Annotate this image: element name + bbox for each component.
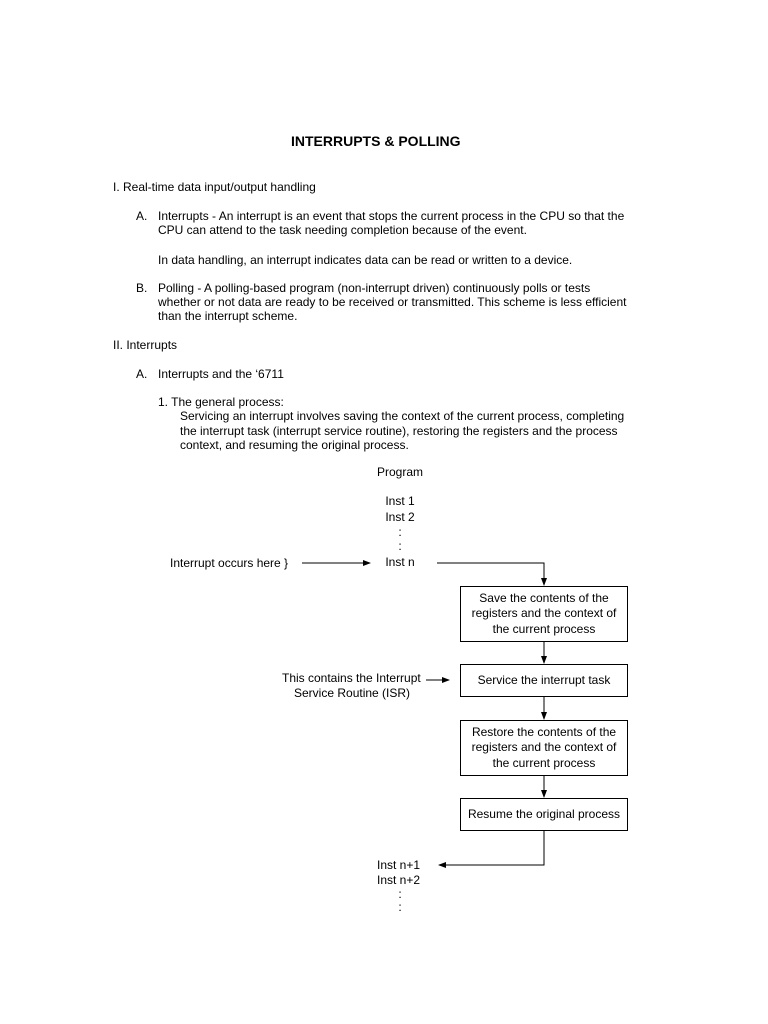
save-context-box: Save the contents of the registers and the context of the current process bbox=[460, 586, 628, 642]
isr-label-line-1: This contains the Interrupt bbox=[282, 671, 421, 685]
inst-n-plus-2: Inst n+2 bbox=[377, 873, 421, 887]
ellipsis-dot: : bbox=[398, 887, 402, 901]
inst-2: Inst 2 bbox=[385, 510, 415, 524]
resume-to-inst-n1-arrow bbox=[439, 831, 544, 865]
ellipsis-dot: : bbox=[398, 539, 402, 553]
section-1-a-label: A. bbox=[136, 209, 148, 223]
general-process-heading: 1. The general process: bbox=[158, 395, 284, 409]
polling-definition-line-1: Polling - A polling-based program (non-interrupt driven) continuously polls or tests bbox=[158, 281, 591, 295]
page-title: INTERRUPTS & POLLING bbox=[291, 133, 461, 149]
data-handling-note: In data handling, an interrupt indicates data can be read or written to a device. bbox=[158, 253, 573, 267]
inst-n-plus-1: Inst n+1 bbox=[377, 858, 421, 872]
general-process-line-2: the interrupt task (interrupt service routine), restoring the registers and the process bbox=[180, 424, 618, 438]
resume-process-box: Resume the original process bbox=[460, 798, 628, 831]
program-label: Program bbox=[376, 465, 423, 479]
inst-n-to-save-arrow bbox=[437, 563, 544, 585]
section-2-a-label: A. bbox=[136, 367, 148, 381]
restore-context-box: Restore the contents of the registers and the context of the current process bbox=[460, 720, 628, 776]
interrupts-definition-line-2: CPU can attend to the task needing completion because of the event. bbox=[158, 223, 527, 237]
polling-definition-line-3: than the interrupt scheme. bbox=[158, 309, 298, 323]
section-2-heading: II. Interrupts bbox=[113, 338, 178, 352]
ellipsis-dot: : bbox=[398, 900, 402, 914]
interrupts-definition-line-1: Interrupts - An interrupt is an event that stops the current process in the CPU so that the bbox=[158, 209, 625, 223]
polling-definition-line-2: whether or not data are ready to be received or transmitted. This scheme is less efficient bbox=[158, 295, 627, 309]
general-process-line-1: Servicing an interrupt involves saving the context of the current process, completing bbox=[180, 409, 625, 423]
section-1-heading: I. Real-time data input/output handling bbox=[113, 180, 316, 194]
service-interrupt-box: Service the interrupt task bbox=[460, 664, 628, 697]
section-2-a-text: Interrupts and the ‘6711 bbox=[158, 367, 284, 381]
general-process-line-3: context, and resuming the original process. bbox=[180, 438, 409, 452]
inst-1: Inst 1 bbox=[385, 494, 415, 508]
section-1-b-label: B. bbox=[136, 281, 148, 295]
interrupt-occurs-label: Interrupt occurs here } bbox=[170, 556, 289, 570]
inst-n: Inst n bbox=[385, 555, 415, 569]
ellipsis-dot: : bbox=[398, 525, 402, 539]
isr-label-line-2: Service Routine (ISR) bbox=[294, 686, 411, 700]
